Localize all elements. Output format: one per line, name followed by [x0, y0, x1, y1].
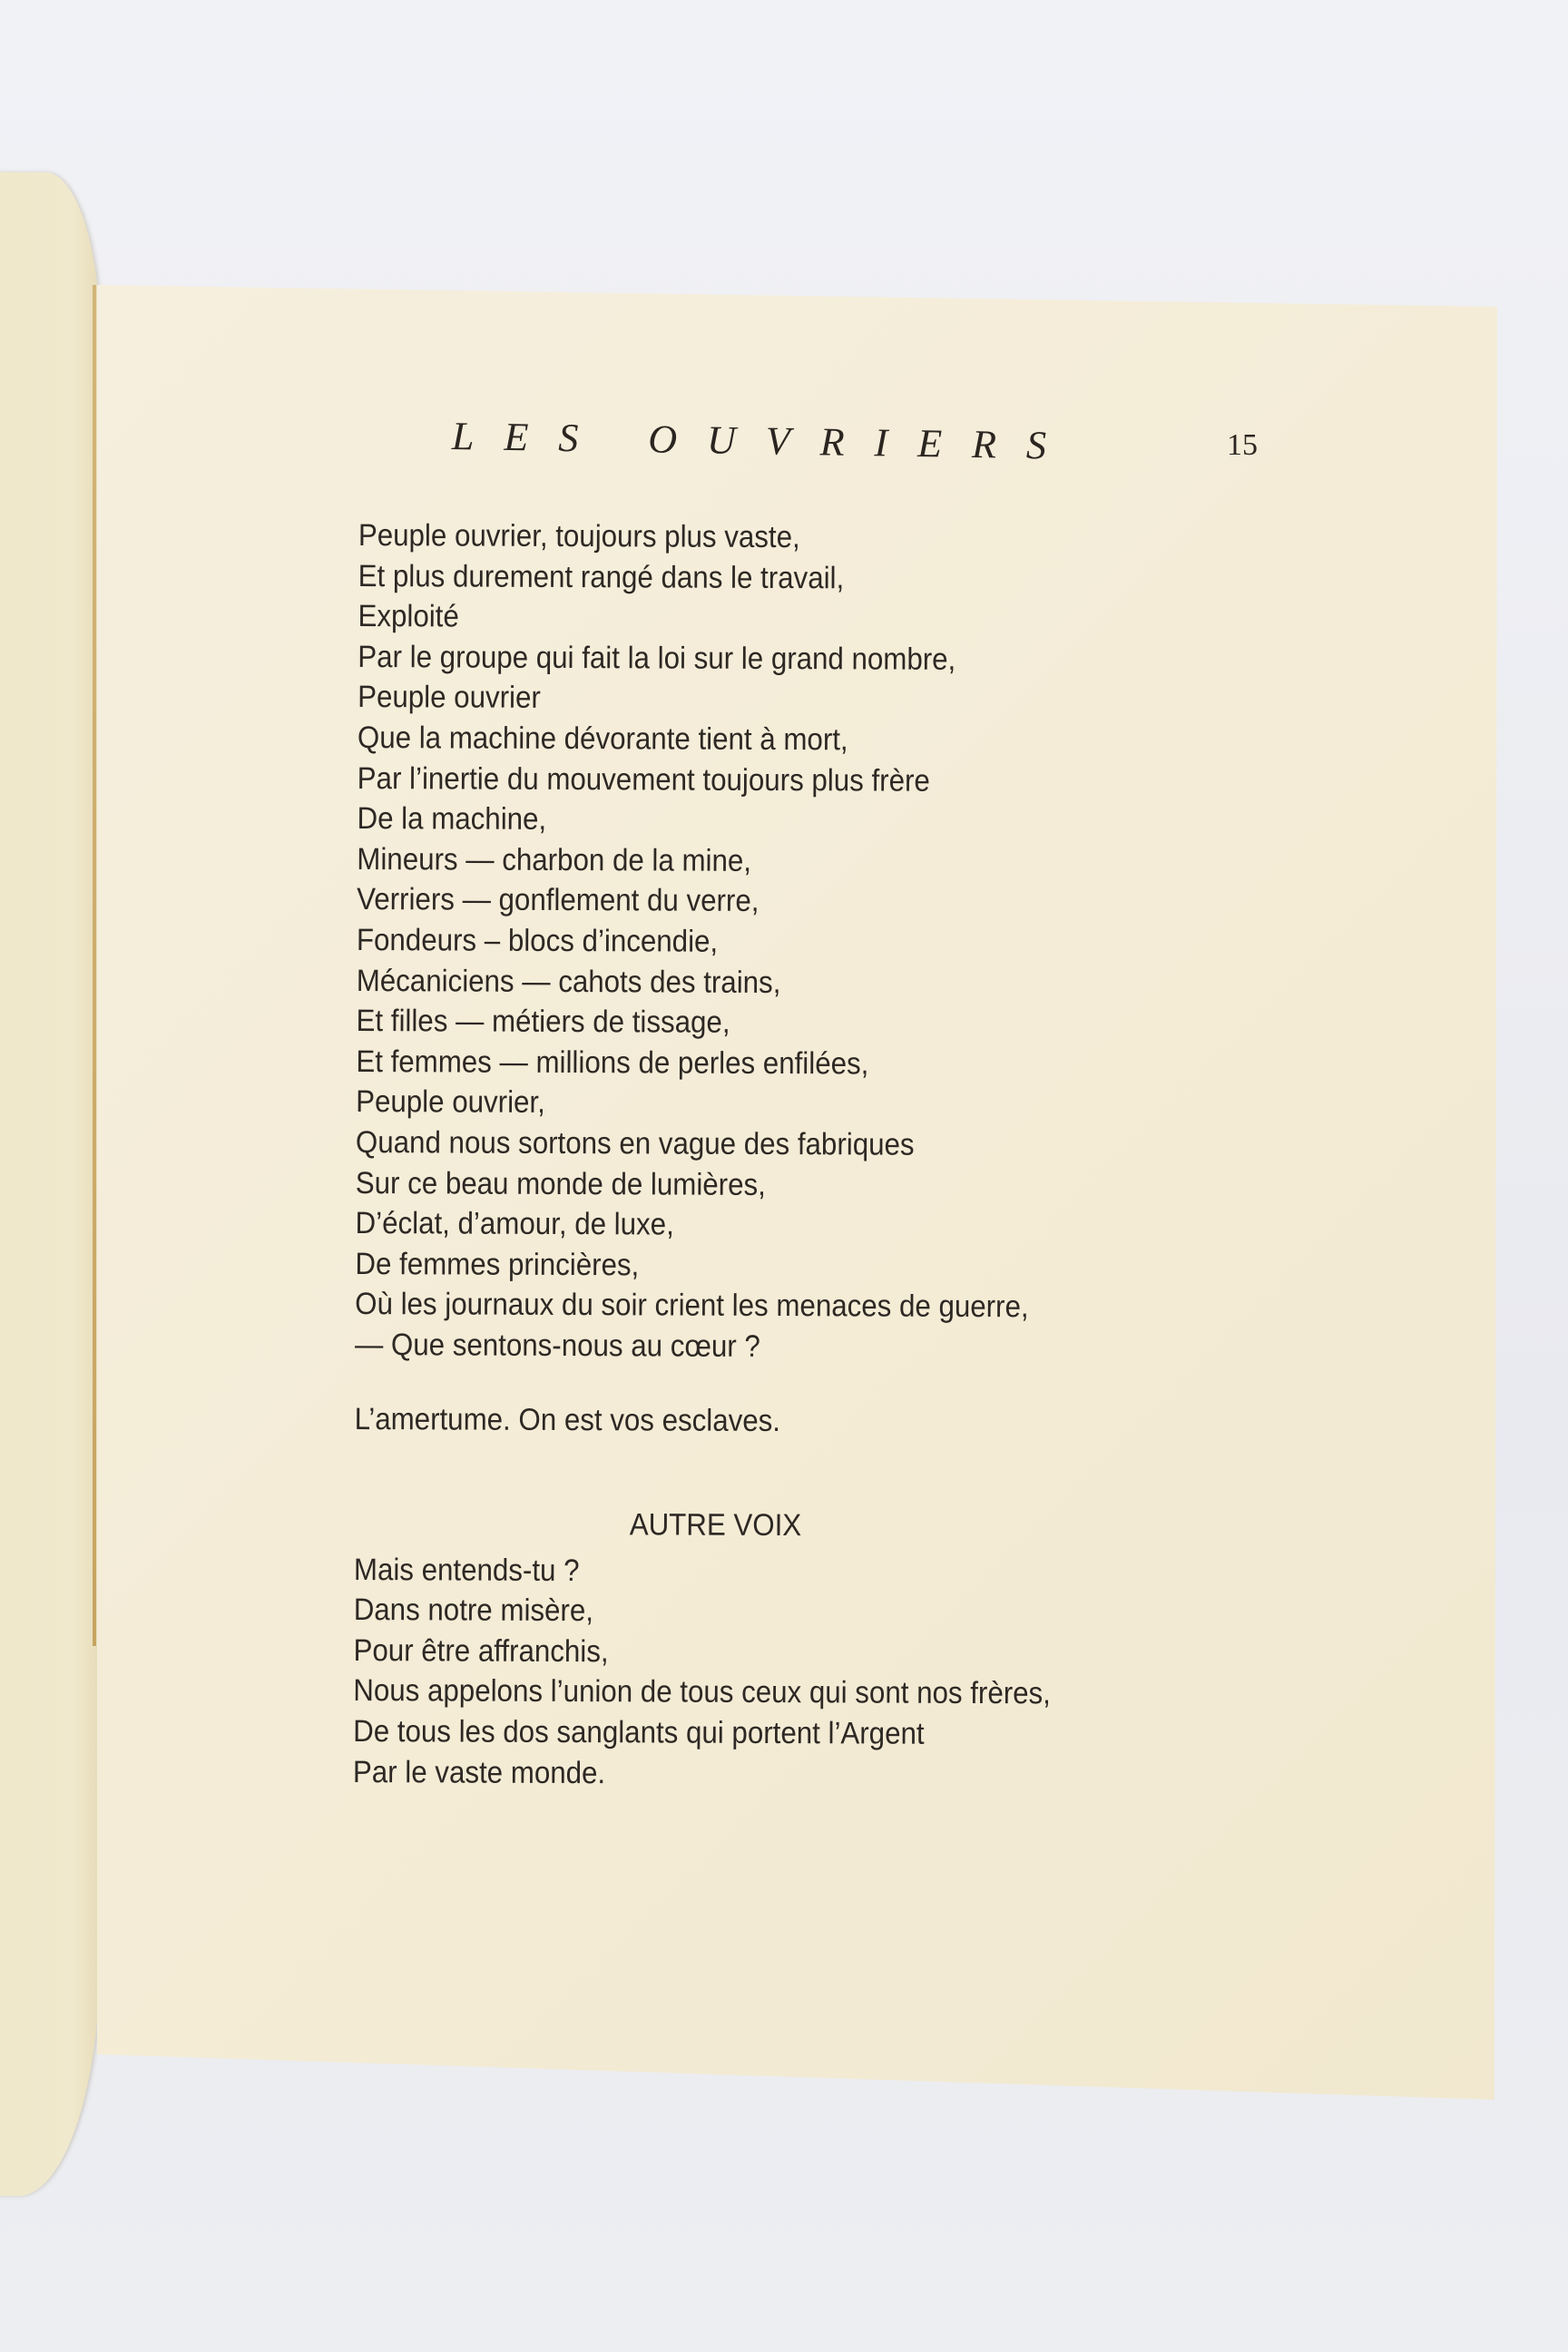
stanza-1	[355, 515, 1266, 1369]
verse-line: De la machine,	[357, 801, 547, 838]
left-page	[0, 172, 100, 2196]
section-title: AUTRE VOIX	[629, 1507, 802, 1544]
verse-line: Par le vaste monde.	[352, 1754, 606, 1790]
verse-line: Verriers — gonflement du verre,	[357, 882, 760, 919]
verse-line: Par le groupe qui fait la loi sur le grand nombre,	[358, 639, 956, 677]
verse-line: Peuple ouvrier,	[356, 1084, 545, 1121]
verse-line: Mécaniciens — cahots des trains,	[356, 963, 781, 1000]
verse-line: Que la machine dévorante tient à mort,	[357, 720, 848, 758]
stanza-gap	[355, 1365, 1262, 1403]
verse-line: Nous appelons l’union de tous ceux qui sont nos frères,	[353, 1673, 1052, 1711]
running-title: LES OUVRIERS	[451, 414, 1077, 468]
verse-line: Pour être affranchis,	[353, 1632, 609, 1670]
verse-line: — Que sentons-nous au cœur ?	[354, 1327, 760, 1364]
verse-line: Par l’inertie du mouvement toujours plus frère	[357, 760, 930, 799]
stanza-2	[355, 1399, 1262, 1444]
poem-text	[353, 515, 1266, 1797]
verse-line: D’éclat, d’amour, de luxe,	[355, 1206, 674, 1242]
verse-line: Mais entends-tu ?	[353, 1552, 580, 1588]
binding-spine	[93, 285, 96, 1646]
verse-line: Peuple ouvrier, toujours plus vaste,	[358, 518, 800, 555]
verse-line: Mineurs — charbon de la mine,	[357, 841, 752, 878]
verse-line: Dans notre misère,	[353, 1592, 594, 1629]
verse-line: Et femmes — millions de perles enfilées,	[356, 1044, 869, 1082]
verse-line: Quand nous sortons en vague des fabriques	[355, 1124, 915, 1162]
page-number: 15	[1227, 428, 1258, 462]
verse-line: De femmes princières,	[355, 1246, 640, 1283]
verse-line: De tous les dos sanglants qui portent l’Argent	[353, 1714, 925, 1751]
verse-line: Où les journaux du soir crient les menaces de guerre,	[355, 1287, 1029, 1325]
verse-line: Fondeurs – blocs d’incendie,	[356, 922, 719, 959]
verse-line: Exploité	[358, 599, 459, 634]
stanza-3	[353, 1550, 1261, 1797]
verse-line: Et plus durement rangé dans le travail,	[358, 558, 845, 595]
verse-line: Et filles — métiers de tissage,	[356, 1004, 730, 1040]
verse-line: L’amertume. On est vos esclaves.	[354, 1402, 781, 1439]
verse-line: Peuple ouvrier	[358, 680, 541, 716]
verse-line: Sur ce beau monde de lumières,	[355, 1165, 766, 1202]
